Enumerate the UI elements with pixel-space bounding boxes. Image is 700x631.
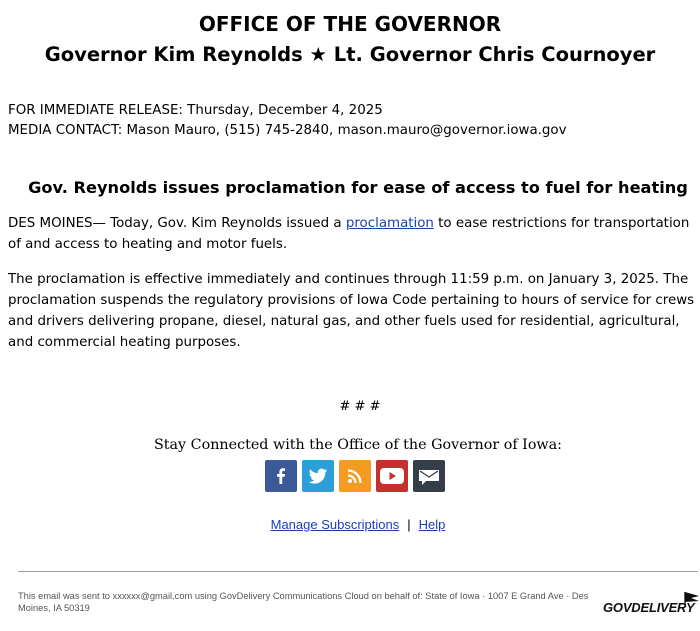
help-link[interactable]: Help: [418, 517, 446, 532]
youtube-icon: [379, 466, 405, 486]
p1-text-after: to ease restrictions for transportation of and access to heating and motor fuels.: [8, 216, 690, 252]
twitter-button[interactable]: [302, 460, 334, 492]
footer-divider: [18, 571, 698, 572]
governors-line: Governor Kim Reynolds ★ Lt. Governor Chris Cournoyer: [44, 43, 656, 66]
link-separator: |: [407, 517, 411, 532]
body-paragraph-1: [8, 213, 700, 255]
rss-button[interactable]: [339, 460, 371, 492]
release-info: [8, 101, 567, 141]
manage-subscriptions-link[interactable]: Manage Subscriptions: [270, 517, 400, 532]
subscription-links: [0, 517, 700, 532]
press-headline: Gov. Reynolds issues proclamation for ease of access to fuel for heating: [28, 178, 688, 197]
email-button[interactable]: [413, 460, 445, 492]
office-title: OFFICE OF THE GOVERNOR: [198, 12, 502, 36]
proclamation-link[interactable]: proclamation: [345, 216, 434, 231]
youtube-button[interactable]: [376, 460, 408, 492]
media-contact: MEDIA CONTACT: Mason Mauro, (515) 745-2840, mason.mauro@governor.iowa.gov: [8, 123, 567, 138]
rss-icon: [345, 466, 365, 486]
facebook-icon: [271, 466, 291, 486]
stay-connected-text: Stay Connected with the Office of the Governor of Iowa:: [153, 437, 563, 453]
govdelivery-logo[interactable]: [603, 592, 700, 620]
p1-text-before: DES MOINES— Today, Gov. Kim Reynolds issued a: [8, 216, 346, 231]
govdelivery-logo-text: GOVDELIVERY: [603, 600, 695, 615]
facebook-button[interactable]: [265, 460, 297, 492]
release-date: FOR IMMEDIATE RELEASE: Thursday, December 4, 2025: [8, 103, 383, 118]
body-paragraph-2: The proclamation is effective immediately and continues through 11:59 p.m. on January 3, 2025. The proclamation suspends the regulatory provisions of Iowa Code pertaining to hours of service for crews and drivers delivering propane, diesel, natural gas, and other fuels used for residential, agricultural, and commercial heating purposes.: [8, 272, 695, 350]
email-icon: [417, 466, 441, 486]
footer-disclaimer: This email was sent to xxxxxx@gmail.com using GovDelivery Communications Cloud on behalf of: State of Iowa · 1007 E Grand Ave · Des Moines, IA 50319: [18, 591, 589, 613]
end-mark: # # #: [339, 399, 381, 414]
twitter-icon: [307, 465, 329, 487]
social-links: [265, 460, 445, 494]
